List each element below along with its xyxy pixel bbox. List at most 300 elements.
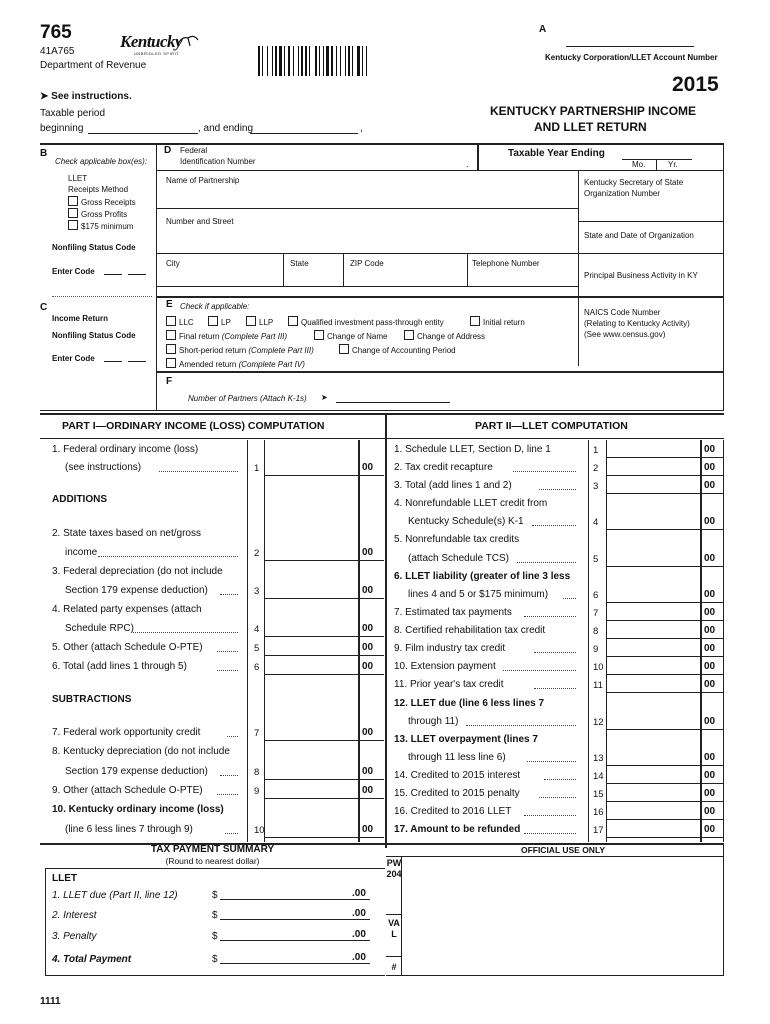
change-name-checkbox[interactable]: [314, 330, 324, 340]
change-address-label: Change of Address: [417, 332, 486, 341]
leader-dots: [503, 670, 576, 671]
city-state-divider: [283, 253, 284, 286]
section-e-letter: E: [166, 299, 173, 310]
period-end-field[interactable]: [250, 133, 358, 134]
line-amount-field[interactable]: [606, 602, 723, 603]
vertical-code-pw204: PW204: [386, 858, 402, 879]
see-instructions: ➤ See instructions.: [40, 91, 132, 102]
zip-label: ZIP Code: [350, 259, 384, 268]
summary-subtitle: (Round to nearest dollar): [165, 856, 260, 866]
line-label-b: 6. Total (add lines 1 through 5): [52, 661, 187, 672]
line-number: 12: [593, 717, 604, 728]
lp-checkbox[interactable]: [208, 316, 218, 326]
line-cents: 00: [362, 462, 374, 473]
change-address-checkbox[interactable]: [404, 330, 414, 340]
e-change-name[interactable]: [314, 330, 387, 341]
leader-dots: [544, 779, 576, 780]
horse-icon: [176, 32, 200, 48]
line-label-b: 1. Schedule LLET, Section D, line 1: [394, 444, 551, 455]
summary-l4-cents: .00: [352, 952, 366, 963]
line-label-a: 12. LLET due (line 6 less lines 7: [394, 698, 545, 709]
d-row-line-4: [156, 286, 578, 287]
e-llp[interactable]: [246, 316, 273, 327]
initial-checkbox[interactable]: [470, 316, 480, 326]
line-number: 8: [593, 626, 599, 637]
beginning-label: beginning: [40, 123, 84, 134]
barcode: [258, 46, 430, 76]
form-number: 765: [40, 22, 72, 43]
barcode-bar: [279, 46, 282, 76]
summary-l2-field[interactable]: [220, 919, 370, 920]
leader-dots: [98, 556, 238, 557]
summary-l2-cents: .00: [352, 908, 366, 919]
line-label-b: 10. Extension payment: [394, 661, 496, 672]
line-label-b: (see instructions): [65, 462, 142, 473]
part2-right-border: [723, 440, 724, 842]
partners-field[interactable]: [336, 402, 450, 403]
minimum-label: $175 minimum: [81, 222, 134, 231]
change-accounting-label: Change of Accounting Period: [352, 346, 456, 355]
line-amount-field[interactable]: [606, 457, 723, 458]
qualified-checkbox[interactable]: [288, 316, 298, 326]
taxable-period-label: Taxable period: [40, 108, 106, 119]
line-cents: 00: [704, 516, 716, 527]
line-label-b: 8. Certified rehabilitation tax credit: [394, 625, 546, 636]
line-amount-field[interactable]: [606, 765, 723, 766]
yr-label: Yr.: [668, 160, 678, 169]
leader-dots: [524, 833, 577, 834]
final-label: Final return: [179, 332, 220, 341]
barcode-bar: [357, 46, 360, 76]
line-number: 3: [593, 481, 599, 492]
f-top-border: [156, 371, 724, 373]
form-code: 41A765: [40, 46, 75, 57]
line-amount-field[interactable]: [264, 798, 384, 799]
section-b-letter: B: [40, 148, 48, 159]
partners-label: Number of Partners (Attach K-1s): [188, 394, 307, 403]
part2-cents-col: [700, 440, 702, 842]
gross-receipts-label: Gross Receipts: [81, 198, 136, 207]
barcode-bar: [319, 46, 320, 76]
line-label-b: 7. Federal work opportunity credit: [52, 727, 201, 738]
llp-label: LLP: [259, 318, 274, 327]
line-number: 7: [593, 608, 599, 619]
line-label-b: Schedule RPC): [65, 623, 134, 634]
amended-label: Amended return: [179, 360, 237, 369]
llc-label: LLC: [179, 318, 194, 327]
final-checkbox[interactable]: [166, 330, 176, 340]
e-amended[interactable]: [166, 358, 305, 369]
option-gross-receipts[interactable]: [68, 196, 136, 207]
barcode-bar: [267, 46, 268, 76]
official-use-label: OFFICIAL USE ONLY: [520, 845, 606, 855]
summary-l4-field[interactable]: [220, 963, 370, 964]
line-cents: 00: [704, 824, 716, 835]
b-c-separator: [52, 296, 152, 297]
leader-dots: [513, 471, 576, 472]
mo-yr-divider: [656, 159, 657, 170]
leader-dots: [534, 652, 576, 653]
b-code-field-1[interactable]: [104, 274, 122, 275]
short-label: Short-period return: [179, 346, 247, 355]
gross-profits-label: Gross Profits: [81, 210, 128, 219]
section-c-letter: C: [40, 302, 48, 313]
line-label-b: 9. Other (attach Schedule O-PTE): [52, 785, 203, 796]
line-cents: 00: [704, 716, 716, 727]
line-amount-field[interactable]: [606, 656, 723, 657]
barcode-bar: [262, 46, 263, 76]
line-label-a: 6. LLET liability (greater of line 3 less: [394, 571, 571, 582]
barcode-bar: [323, 46, 324, 76]
fein-divider: [477, 144, 479, 170]
line-amount-field[interactable]: [606, 566, 723, 567]
line-cents: 00: [704, 625, 716, 636]
line-cents: 00: [704, 589, 716, 600]
vertical-code-val: VAL: [388, 918, 400, 939]
section-b-receipts: Receipts Method: [68, 185, 129, 194]
official-use-box: [386, 843, 724, 976]
e-qualified[interactable]: [288, 316, 444, 327]
change-accounting-checkbox[interactable]: [339, 344, 349, 354]
llc-checkbox[interactable]: [166, 316, 176, 326]
line-amount-field[interactable]: [606, 819, 723, 820]
line-cents: 00: [704, 462, 716, 473]
leader-dots: [517, 562, 576, 563]
summary-l2-dollar: $: [212, 910, 218, 921]
logo-tagline: UNBRIDLED SPIRIT: [134, 51, 180, 56]
summary-l2-label: 2. Interest: [52, 910, 97, 921]
line-label-a: 4. Nonrefundable LLET credit from: [394, 498, 548, 509]
barcode-bar: [275, 46, 277, 76]
part1-cents-col: [358, 440, 360, 842]
llp-checkbox[interactable]: [246, 316, 256, 326]
qualified-label: Qualified investment pass-through entity: [301, 318, 444, 327]
summary-l3-field[interactable]: [220, 940, 370, 941]
line-number: 2: [593, 463, 599, 474]
line-amount-field[interactable]: [264, 560, 384, 561]
amended-note: (Complete Part IV): [238, 360, 305, 369]
amended-checkbox[interactable]: [166, 358, 176, 368]
leader-dots: [220, 775, 238, 776]
section-c-income-return: Income Return: [52, 314, 109, 323]
barcode-bar: [348, 46, 350, 76]
leader-dots: [159, 471, 238, 472]
leader-dots: [217, 651, 238, 652]
option-gross-profits[interactable]: [68, 208, 127, 219]
line-number: 5: [593, 554, 599, 565]
e-change-address[interactable]: [404, 330, 485, 341]
d-right-line-1: [578, 221, 724, 222]
barcode-bar: [352, 46, 353, 76]
leader-dots: [563, 598, 576, 599]
summary-l3-dollar: $: [212, 931, 218, 942]
barcode-bar: [288, 46, 290, 76]
line-number: 11: [593, 680, 603, 691]
barcode-bar: [293, 46, 294, 76]
form-title-2: AND LLET RETURN: [534, 120, 647, 134]
line-number: 3: [254, 586, 260, 597]
leader-dots: [466, 725, 576, 726]
line-cents: 00: [362, 585, 374, 596]
official-use-header-line: [386, 856, 724, 857]
line-number: 10: [254, 825, 265, 836]
barcode-bar: [362, 46, 363, 76]
line-label-a: 1. Federal ordinary income (loss): [52, 444, 199, 455]
fein-label: Identification Number: [180, 157, 256, 166]
line-number: 9: [593, 644, 599, 655]
line-cents: 00: [362, 766, 374, 777]
line-cents: 00: [362, 785, 374, 796]
barcode-bar: [336, 46, 337, 76]
line-cents: 00: [362, 727, 374, 738]
option-175-minimum[interactable]: [68, 220, 133, 231]
summary-l1-field[interactable]: [220, 899, 370, 900]
period-comma: ,: [360, 123, 363, 134]
section-f-letter: F: [166, 376, 173, 387]
line-label-b: 11. Prior year's tax credit: [394, 679, 504, 690]
line-amount-field[interactable]: [264, 837, 384, 838]
grid-divider-right: [578, 170, 579, 366]
barcode-bar: [298, 46, 299, 76]
change-name-label: Change of Name: [327, 332, 388, 341]
e-initial[interactable]: [470, 316, 525, 327]
d-row-line-1: [156, 170, 724, 171]
barcode-bar: [284, 46, 285, 76]
line-number: 2: [254, 548, 260, 559]
line-cents: 00: [704, 553, 716, 564]
barcode-bar: [345, 46, 346, 76]
line-cents: 00: [704, 444, 716, 455]
line-label-b: lines 4 and 5 or $175 minimum): [408, 589, 549, 600]
line-amount-field[interactable]: [264, 475, 384, 476]
line-amount-field[interactable]: [606, 638, 723, 639]
tax-year: 2015: [672, 73, 719, 96]
line-cents: 00: [362, 642, 374, 653]
mo-label: Mo.: [632, 160, 646, 169]
line-label-a: 5. Nonrefundable tax credits: [394, 534, 520, 545]
line-number: 7: [254, 728, 260, 739]
grid-top-border: [40, 143, 724, 145]
line-amount-field[interactable]: [606, 475, 723, 476]
line-amount-field[interactable]: [606, 692, 723, 693]
summary-l1-cents: .00: [352, 888, 366, 899]
e-short[interactable]: [166, 344, 314, 355]
line-label-b: (line 6 less lines 7 through 9): [65, 824, 193, 835]
e-lp[interactable]: [208, 316, 231, 327]
naics-label-3: (See www.census.gov): [584, 330, 666, 339]
part1-amount-col: [264, 440, 265, 842]
barcode-bar: [366, 46, 367, 76]
footer-code: 1111: [40, 996, 61, 1007]
section-heading: ADDITIONS: [52, 494, 107, 505]
zip-phone-divider: [467, 253, 468, 286]
check-if-applicable: Check if applicable:: [180, 302, 250, 311]
line-amount-field[interactable]: [606, 837, 723, 838]
leader-dots: [532, 525, 576, 526]
form-title-1: KENTUCKY PARTNERSHIP INCOME: [490, 104, 697, 118]
line-cents: 00: [704, 679, 716, 690]
summary-l4-dollar: $: [212, 954, 218, 965]
line-label-b: 7. Estimated tax payments: [394, 607, 512, 618]
line-label-a: 10. Kentucky ordinary income (loss): [52, 804, 224, 815]
final-note: (Complete Part III): [221, 332, 288, 341]
line-amount-field[interactable]: [264, 779, 384, 780]
barcode-bar: [258, 46, 260, 76]
initial-label: Initial return: [483, 318, 525, 327]
line-cents: 00: [704, 752, 716, 763]
line-number: 14: [593, 771, 604, 782]
short-note: (Complete Part III): [248, 346, 314, 355]
line-label-b: Section 179 expense deduction): [65, 585, 208, 596]
line-number: 8: [254, 767, 260, 778]
state-zip-divider: [343, 253, 344, 286]
taxable-year-ending-label: Taxable Year Ending: [508, 148, 605, 159]
line-amount-field[interactable]: [606, 783, 723, 784]
line-number: 9: [254, 786, 260, 797]
barcode-bar: [305, 46, 307, 76]
section-b-nonfiling: Nonfiling Status Code: [52, 243, 136, 252]
section-c-nonfiling: Nonfiling Status Code: [52, 331, 136, 340]
line-amount-field[interactable]: [606, 729, 723, 730]
summary-title: TAX PAYMENT SUMMARY: [150, 844, 275, 855]
line-label-a: 2. State taxes based on net/gross: [52, 528, 201, 539]
line-label-a: 8. Kentucky depreciation (do not include: [52, 746, 230, 757]
part2-number-col: [588, 440, 589, 842]
line-cents: 00: [704, 806, 716, 817]
logo-text: Kentucky: [120, 32, 183, 51]
line-label-b: 16. Credited to 2016 LLET: [394, 806, 512, 817]
line-amount-field[interactable]: [606, 493, 723, 494]
short-checkbox[interactable]: [166, 344, 176, 354]
line-number: 16: [593, 807, 604, 818]
leader-dots: [225, 833, 238, 834]
line-label-b: through 11 less line 6): [408, 752, 506, 763]
line-cents: 00: [704, 661, 716, 672]
line-label-b: Kentucky Schedule(s) K-1: [408, 516, 524, 527]
barcode-bar: [301, 46, 303, 76]
b-code-field-2[interactable]: [128, 274, 146, 275]
leader-dots: [227, 736, 238, 737]
box-a-letter: A: [539, 24, 547, 35]
leader-dots: [534, 688, 576, 689]
line-cents: 00: [704, 643, 716, 654]
vertical-code-hash: #: [391, 962, 397, 972]
minimum-checkbox[interactable]: [68, 220, 78, 230]
line-amount-field[interactable]: [264, 674, 384, 675]
e-final[interactable]: [166, 330, 287, 341]
leader-dots: [524, 815, 577, 816]
summary-l1-dollar: $: [212, 890, 218, 901]
line-amount-field[interactable]: [606, 674, 723, 675]
part2-amount-col: [606, 440, 607, 842]
d-row-line-2: [156, 208, 578, 209]
summary-l3-cents: .00: [352, 929, 366, 940]
lp-label: LP: [221, 318, 231, 327]
section-b-enter-code: Enter Code: [52, 267, 95, 276]
line-label-b: 14. Credited to 2015 interest: [394, 770, 521, 781]
line-number: 15: [593, 789, 604, 800]
state-date-label: State and Date of Organization: [584, 231, 694, 240]
line-label-b: 17. Amount to be refunded: [394, 824, 521, 835]
line-number: 5: [254, 643, 260, 654]
line-cents: 00: [362, 824, 374, 835]
barcode-bar: [331, 46, 333, 76]
summary-l1-label: 1. LLET due (Part II, line 12): [52, 890, 178, 901]
line-number: 13: [593, 753, 604, 764]
gross-profits-checkbox[interactable]: [68, 208, 78, 218]
line-amount-field[interactable]: [606, 620, 723, 621]
c-code-field-1[interactable]: [104, 361, 122, 362]
line-number: 6: [593, 590, 599, 601]
street-label: Number and Street: [166, 217, 234, 226]
part1-title: PART I—ORDINARY INCOME (LOSS) COMPUTATION: [62, 420, 325, 432]
e-change-accounting[interactable]: [339, 344, 456, 355]
fein-dot: .: [466, 159, 469, 169]
gross-receipts-checkbox[interactable]: [68, 196, 78, 206]
d-row-line-3: [156, 253, 724, 254]
line-amount-field[interactable]: [264, 740, 384, 741]
line-cents: 00: [362, 547, 374, 558]
summary-l3-label: 3. Penalty: [52, 931, 97, 942]
c-code-field-2[interactable]: [128, 361, 146, 362]
line-amount-field[interactable]: [606, 529, 723, 530]
line-cents: 00: [704, 607, 716, 618]
naics-label-2: (Relating to Kentucky Activity): [584, 319, 690, 328]
naics-label-1: NAICS Code Number: [584, 308, 661, 317]
line-label-b: through 11): [408, 716, 459, 727]
line-number: 10: [593, 662, 604, 673]
partnership-name-label: Name of Partnership: [166, 176, 240, 185]
line-amount-field[interactable]: [264, 598, 384, 599]
leader-dots: [133, 632, 238, 633]
kentucky-logo: [120, 32, 200, 62]
line-number: 6: [254, 662, 260, 673]
line-label-a: 13. LLET overpayment (lines 7: [394, 734, 538, 745]
line-amount-field[interactable]: [264, 655, 384, 656]
account-number-field[interactable]: [566, 46, 694, 47]
summary-l4-label: 4. Total Payment: [52, 954, 132, 965]
part1-number-col: [247, 440, 248, 842]
state-label: State: [290, 259, 309, 268]
summary-llet: LLET: [52, 873, 77, 884]
leader-dots: [220, 594, 238, 595]
line-amount-field[interactable]: [606, 801, 723, 802]
federal-label: Federal: [180, 146, 208, 155]
line-amount-field[interactable]: [264, 636, 384, 637]
line-label-b: 2. Tax credit recapture: [394, 462, 493, 473]
line-label-a: 4. Related party expenses (attach: [52, 604, 202, 615]
section-b-llet: LLET: [68, 174, 88, 183]
barcode-bar: [340, 46, 341, 76]
leader-dots: [217, 794, 238, 795]
period-begin-field[interactable]: [88, 133, 198, 134]
line-cents: 00: [704, 770, 716, 781]
line-label-b: 3. Total (add lines 1 and 2): [394, 480, 512, 491]
section-c-enter-code: Enter Code: [52, 354, 95, 363]
leader-dots: [217, 670, 238, 671]
account-label: Kentucky Corporation/LLET Account Number: [545, 53, 718, 62]
barcode-bar: [272, 46, 273, 76]
e-llc[interactable]: [166, 316, 194, 327]
line-label-b: 5. Other (attach Schedule O-PTE): [52, 642, 203, 653]
e-top-border: [156, 296, 724, 298]
barcode-bar: [326, 46, 329, 76]
line-label-b: (attach Schedule TCS): [408, 553, 509, 564]
section-b-check-label: Check applicable box(es):: [55, 157, 148, 166]
line-cents: 00: [362, 623, 374, 634]
sos-label-2: Organization Number: [584, 189, 661, 198]
line-number: 1: [254, 463, 260, 474]
